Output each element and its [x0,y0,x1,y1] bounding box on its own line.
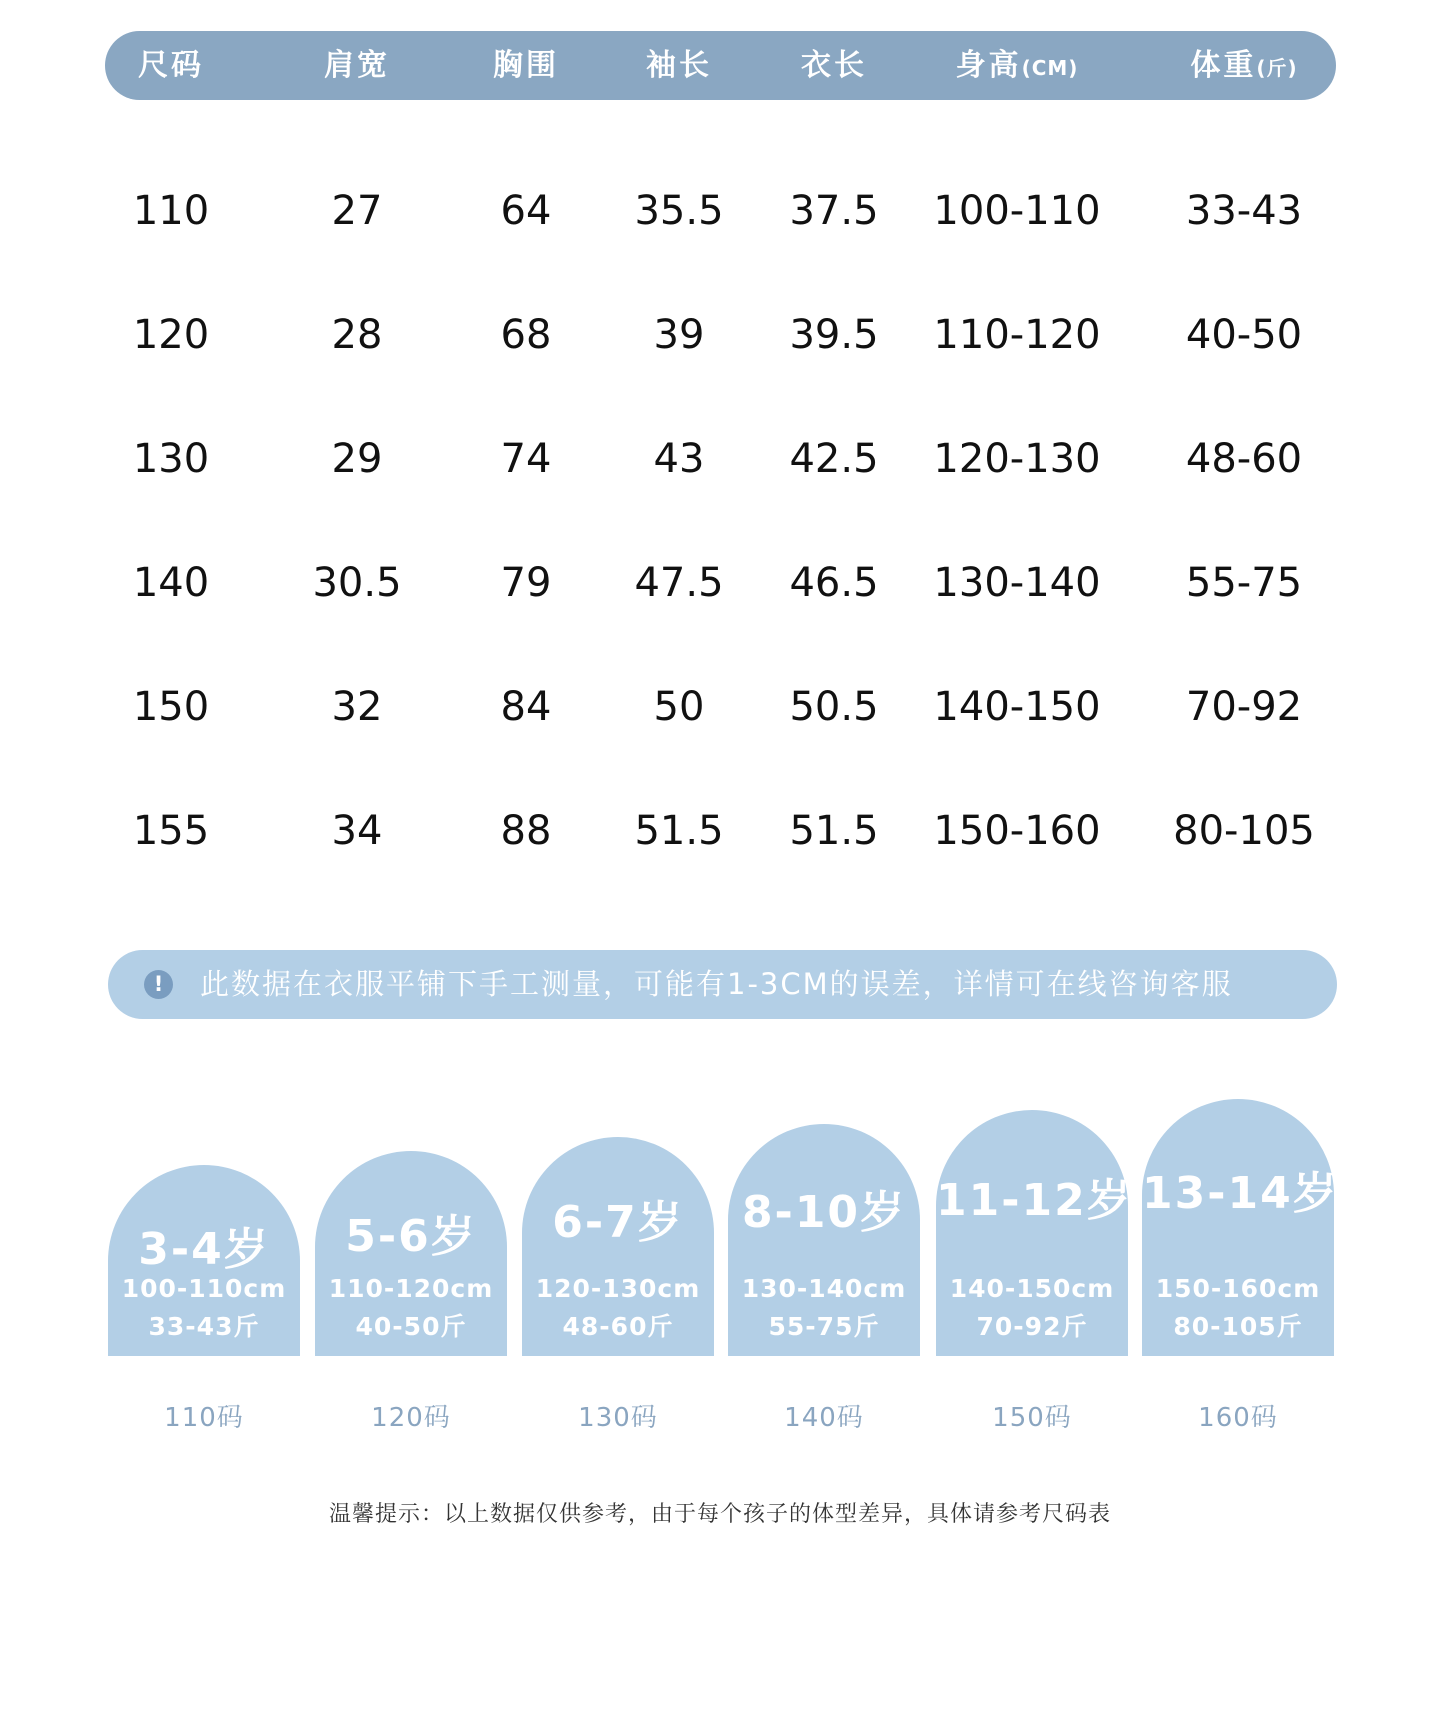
table-cell: 68 [500,312,552,358]
table-cell: 33-43 [1185,188,1303,234]
header-col-unit: (斤) [1256,56,1298,80]
card-weight-range: 55-75斤 [768,1312,880,1341]
table-cell: 74 [500,436,552,482]
header-col-label: 胸围 [493,48,559,83]
table-cell: 50 [653,684,705,730]
card-age-range: 6-7岁 [552,1197,684,1248]
table-cell: 51.5 [789,808,879,854]
table-cell: 140-150 [933,684,1101,730]
table-cell: 155 [132,808,210,854]
table-cell: 140 [132,560,210,606]
age-card [522,1137,714,1356]
card-weight-range: 33-43斤 [148,1312,260,1341]
table-cell: 28 [331,312,383,358]
table-cell: 55-75 [1185,560,1303,606]
table-cell: 64 [500,188,552,234]
header-col-label: 体重 [1190,48,1257,83]
age-card [315,1151,507,1356]
card-age-range: 11-12岁 [936,1175,1133,1226]
card-weight-range: 40-50斤 [355,1312,467,1341]
header-col-1 [324,31,390,100]
table-cell: 30.5 [312,560,402,606]
header-col-label: 尺码 [138,48,204,83]
card-height-range: 120-130cm [535,1274,701,1303]
table-cell: 39.5 [789,312,879,358]
table-row [0,305,1440,365]
table-cell: 84 [500,684,552,730]
header-col-6 [1190,31,1297,100]
table-cell: 110 [132,188,210,234]
table-cell: 46.5 [789,560,879,606]
card-size-label: 150码 [992,1403,1072,1433]
table-cell: 80-105 [1173,808,1315,854]
table-cell: 39 [653,312,705,358]
table-cell: 40-50 [1185,312,1303,358]
card-weight-range: 70-92斤 [976,1312,1088,1341]
card-age-range: 5-6岁 [345,1211,477,1262]
card-weight-range: 80-105斤 [1173,1312,1303,1341]
header-col-label: 衣长 [801,48,867,83]
table-cell: 29 [331,436,383,482]
header-col-4 [801,31,867,100]
header-col-label: 身高 [955,48,1022,83]
table-cell: 130 [132,436,210,482]
table-cell: 47.5 [634,560,724,606]
header-col-0 [138,31,204,100]
card-height-range: 150-160cm [1155,1274,1321,1303]
table-cell: 42.5 [789,436,879,482]
age-card [108,1165,300,1356]
table-cell: 150-160 [933,808,1101,854]
table-row [0,429,1440,489]
card-size-label: 110码 [164,1403,244,1433]
table-cell: 27 [331,188,383,234]
size-table-header [105,31,1336,100]
measurement-notice [108,950,1337,1019]
table-cell: 35.5 [634,188,724,234]
table-row [0,553,1440,613]
table-cell: 34 [331,808,383,854]
table-cell: 43 [653,436,705,482]
table-row [0,801,1440,861]
card-height-range: 100-110cm [121,1274,287,1303]
table-cell: 50.5 [789,684,879,730]
header-col-2 [493,31,559,100]
card-size-label: 140码 [784,1403,864,1433]
table-cell: 120-130 [933,436,1101,482]
header-col-3 [646,31,712,100]
table-cell: 32 [331,684,383,730]
table-cell: 70-92 [1185,684,1303,730]
card-size-label: 120码 [371,1403,451,1433]
table-cell: 130-140 [933,560,1101,606]
table-row [0,181,1440,241]
card-height-range: 110-120cm [328,1274,494,1303]
table-cell: 120 [132,312,210,358]
card-age-range: 3-4岁 [138,1224,270,1275]
table-cell: 150 [132,684,210,730]
card-height-range: 140-150cm [949,1274,1115,1303]
table-cell: 88 [500,808,552,854]
header-col-unit: (CM) [1021,56,1079,80]
table-cell: 100-110 [933,188,1101,234]
header-col-label: 肩宽 [324,48,390,83]
age-card [936,1110,1133,1356]
header-col-label: 袖长 [646,48,712,83]
card-size-label: 160码 [1198,1403,1278,1433]
table-cell: 48-60 [1185,436,1303,482]
card-size-label: 130码 [578,1403,658,1433]
table-cell: 110-120 [933,312,1101,358]
table-cell: 37.5 [789,188,879,234]
notice-text: 此数据在衣服平铺下手工测量，可能有1-3CM的误差，详情可在线咨询客服 [200,967,1233,1001]
exclamation-icon: ! [144,970,173,999]
card-weight-range: 48-60斤 [562,1312,674,1341]
table-cell: 51.5 [634,808,724,854]
age-card [728,1124,920,1356]
card-age-range: 8-10岁 [741,1187,907,1238]
table-row [0,677,1440,737]
age-card [1142,1099,1339,1356]
tip-text: 温馨提示：以上数据仅供参考，由于每个孩子的体型差异，具体请参考尺码表 [328,1502,1111,1527]
card-height-range: 130-140cm [741,1274,907,1303]
header-col-5 [956,31,1079,100]
card-age-range: 13-14岁 [1142,1168,1339,1219]
table-cell: 79 [500,560,552,606]
